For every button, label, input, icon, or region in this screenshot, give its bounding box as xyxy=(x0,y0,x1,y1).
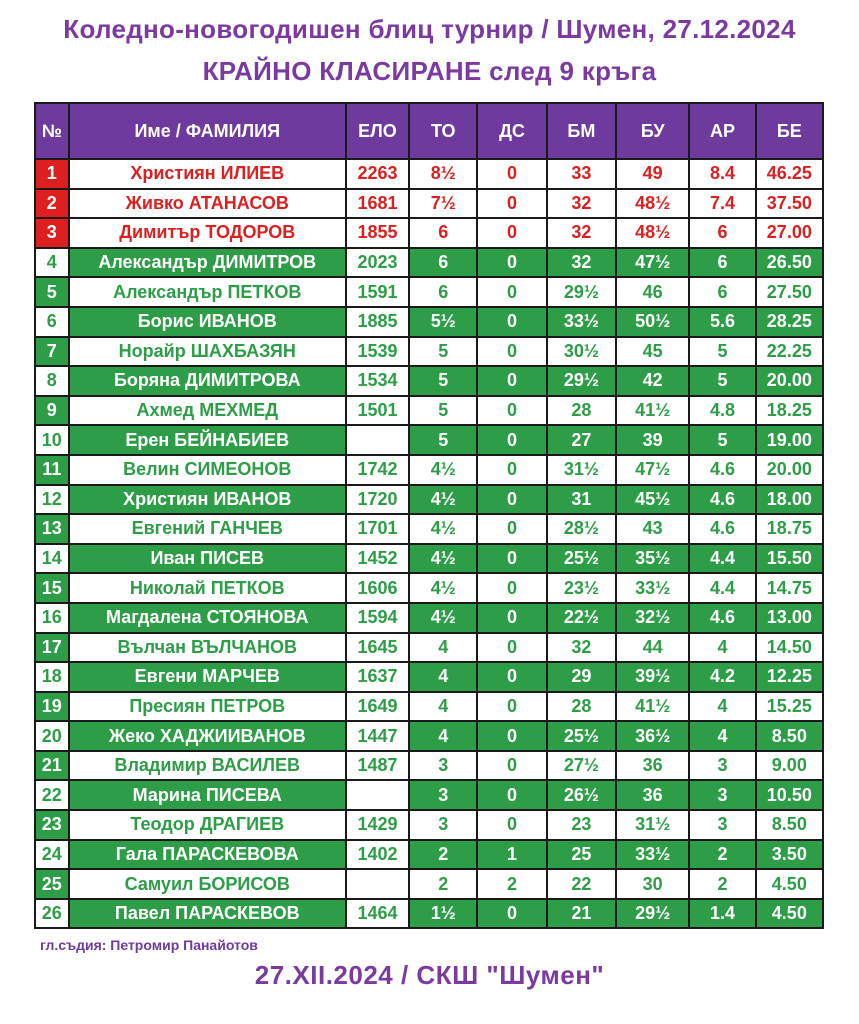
be-cell: 20.00 xyxy=(756,455,823,485)
table-row xyxy=(35,692,823,722)
ar-cell: 5 xyxy=(689,337,755,367)
ds-cell: 0 xyxy=(477,810,546,840)
elo-cell xyxy=(346,869,409,899)
player-name-cell: Живко АТАНАСОВ xyxy=(69,189,346,219)
be-cell: 46.25 xyxy=(756,159,823,189)
player-name-cell: Християн ИЛИЕВ xyxy=(69,159,346,189)
bm-cell: 22½ xyxy=(547,603,616,633)
bu-cell: 50½ xyxy=(616,307,689,337)
bm-cell: 32 xyxy=(547,189,616,219)
bu-cell: 41½ xyxy=(616,396,689,426)
bm-cell: 31½ xyxy=(547,455,616,485)
ds-cell: 0 xyxy=(477,425,546,455)
bm-cell: 29½ xyxy=(547,277,616,307)
table-row xyxy=(35,514,823,544)
be-cell: 26.50 xyxy=(756,248,823,278)
bm-cell: 31 xyxy=(547,485,616,515)
ds-cell: 0 xyxy=(477,633,546,663)
player-name-cell: Димитър ТОДОРОВ xyxy=(69,218,346,248)
points-cell: 4½ xyxy=(409,485,477,515)
elo-cell: 2263 xyxy=(346,159,409,189)
bu-cell: 45½ xyxy=(616,485,689,515)
elo-cell: 1701 xyxy=(346,514,409,544)
ar-cell: 1.4 xyxy=(689,899,755,929)
ar-cell: 4.6 xyxy=(689,514,755,544)
ds-cell: 0 xyxy=(477,337,546,367)
points-cell: 3 xyxy=(409,751,477,781)
place-cell: 12 xyxy=(35,485,69,515)
place-cell: 21 xyxy=(35,751,69,781)
place-cell: 7 xyxy=(35,337,69,367)
bu-cell: 36½ xyxy=(616,721,689,751)
bm-cell: 22 xyxy=(547,869,616,899)
be-cell: 15.25 xyxy=(756,692,823,722)
ar-cell: 3 xyxy=(689,810,755,840)
points-cell: 5 xyxy=(409,337,477,367)
bu-cell: 47½ xyxy=(616,248,689,278)
ar-cell: 4 xyxy=(689,633,755,663)
place-cell: 13 xyxy=(35,514,69,544)
ar-cell: 6 xyxy=(689,277,755,307)
bu-cell: 46 xyxy=(616,277,689,307)
points-cell: 3 xyxy=(409,810,477,840)
be-cell: 10.50 xyxy=(756,780,823,810)
header-name: Име / ФАМИЛИЯ xyxy=(69,103,346,159)
ar-cell: 4.8 xyxy=(689,396,755,426)
be-cell: 15.50 xyxy=(756,544,823,574)
bm-cell: 33 xyxy=(547,159,616,189)
elo-cell: 1591 xyxy=(346,277,409,307)
place-cell: 23 xyxy=(35,810,69,840)
ds-cell: 0 xyxy=(477,751,546,781)
bu-cell: 41½ xyxy=(616,692,689,722)
table-row xyxy=(35,189,823,219)
points-cell: 5½ xyxy=(409,307,477,337)
player-name-cell: Вълчан ВЪЛЧАНОВ xyxy=(69,633,346,663)
points-cell: 6 xyxy=(409,248,477,278)
bu-cell: 48½ xyxy=(616,218,689,248)
be-cell: 4.50 xyxy=(756,869,823,899)
player-name-cell: Павел ПАРАСКЕВОВ xyxy=(69,899,346,929)
elo-cell: 1487 xyxy=(346,751,409,781)
place-cell: 14 xyxy=(35,544,69,574)
ar-cell: 5.6 xyxy=(689,307,755,337)
be-cell: 3.50 xyxy=(756,840,823,870)
bu-cell: 33½ xyxy=(616,573,689,603)
ds-cell: 0 xyxy=(477,366,546,396)
points-cell: 5 xyxy=(409,366,477,396)
ds-cell: 0 xyxy=(477,692,546,722)
player-name-cell: Велин СИМЕОНОВ xyxy=(69,455,346,485)
be-cell: 4.50 xyxy=(756,899,823,929)
elo-cell: 1594 xyxy=(346,603,409,633)
table-row xyxy=(35,337,823,367)
elo-cell xyxy=(346,780,409,810)
header-bm: БМ xyxy=(547,103,616,159)
ds-cell: 0 xyxy=(477,307,546,337)
player-name-cell: Евгений ГАНЧЕВ xyxy=(69,514,346,544)
ds-cell: 0 xyxy=(477,514,546,544)
bu-cell: 33½ xyxy=(616,840,689,870)
place-cell: 17 xyxy=(35,633,69,663)
elo-cell: 1885 xyxy=(346,307,409,337)
points-cell: 3 xyxy=(409,780,477,810)
table-row xyxy=(35,366,823,396)
bm-cell: 28½ xyxy=(547,514,616,544)
table-row xyxy=(35,573,823,603)
elo-cell: 1501 xyxy=(346,396,409,426)
table-row xyxy=(35,277,823,307)
table-row xyxy=(35,899,823,929)
points-cell: 2 xyxy=(409,869,477,899)
table-row xyxy=(35,218,823,248)
elo-cell xyxy=(346,425,409,455)
player-name-cell: Марина ПИСЕВА xyxy=(69,780,346,810)
player-name-cell: Владимир ВАСИЛЕВ xyxy=(69,751,346,781)
table-row xyxy=(35,396,823,426)
points-cell: 2 xyxy=(409,840,477,870)
bu-cell: 44 xyxy=(616,633,689,663)
bm-cell: 21 xyxy=(547,899,616,929)
bm-cell: 25½ xyxy=(547,544,616,574)
player-name-cell: Ахмед МЕХМЕД xyxy=(69,396,346,426)
header-to: ТО xyxy=(409,103,477,159)
bm-cell: 32 xyxy=(547,248,616,278)
bu-cell: 45 xyxy=(616,337,689,367)
place-cell: 26 xyxy=(35,899,69,929)
header-bu: БУ xyxy=(616,103,689,159)
be-cell: 18.25 xyxy=(756,396,823,426)
bm-cell: 28 xyxy=(547,692,616,722)
bm-cell: 32 xyxy=(547,633,616,663)
bm-cell: 27 xyxy=(547,425,616,455)
table-row xyxy=(35,307,823,337)
table-row xyxy=(35,159,823,189)
player-name-cell: Християн ИВАНОВ xyxy=(69,485,346,515)
ds-cell: 1 xyxy=(477,840,546,870)
table-row xyxy=(35,869,823,899)
be-cell: 28.25 xyxy=(756,307,823,337)
points-cell: 4½ xyxy=(409,603,477,633)
be-cell: 9.00 xyxy=(756,751,823,781)
player-name-cell: Александър ДИМИТРОВ xyxy=(69,248,346,278)
player-name-cell: Гала ПАРАСКЕВОВА xyxy=(69,840,346,870)
standings-table xyxy=(34,102,824,929)
elo-cell: 1402 xyxy=(346,840,409,870)
ar-cell: 4.4 xyxy=(689,573,755,603)
place-cell: 24 xyxy=(35,840,69,870)
elo-cell: 1637 xyxy=(346,662,409,692)
bm-cell: 23½ xyxy=(547,573,616,603)
ar-cell: 4 xyxy=(689,721,755,751)
be-cell: 18.00 xyxy=(756,485,823,515)
bu-cell: 49 xyxy=(616,159,689,189)
player-name-cell: Евгени МАРЧЕВ xyxy=(69,662,346,692)
place-cell: 2 xyxy=(35,189,69,219)
player-name-cell: Магдалена СТОЯНОВА xyxy=(69,603,346,633)
elo-cell: 1447 xyxy=(346,721,409,751)
chief-arbiter-note: гл.съдия: Петромир Панайотов xyxy=(40,937,258,953)
place-cell: 4 xyxy=(35,248,69,278)
bu-cell: 35½ xyxy=(616,544,689,574)
player-name-cell: Пресиян ПЕТРОВ xyxy=(69,692,346,722)
place-cell: 20 xyxy=(35,721,69,751)
bm-cell: 27½ xyxy=(547,751,616,781)
standings-subtitle: КРАЙНО КЛАСИРАНЕ след 9 кръга xyxy=(202,56,657,86)
bu-cell: 47½ xyxy=(616,455,689,485)
header-no: № xyxy=(35,103,69,159)
ar-cell: 4 xyxy=(689,692,755,722)
elo-cell: 2023 xyxy=(346,248,409,278)
ar-cell: 5 xyxy=(689,366,755,396)
table-row xyxy=(35,810,823,840)
table-row xyxy=(35,633,823,663)
points-cell: 4 xyxy=(409,662,477,692)
player-name-cell: Теодор ДРАГИЕВ xyxy=(69,810,346,840)
table-row xyxy=(35,455,823,485)
ds-cell: 0 xyxy=(477,248,546,278)
ar-cell: 2 xyxy=(689,840,755,870)
ds-cell: 0 xyxy=(477,396,546,426)
ds-cell: 2 xyxy=(477,869,546,899)
bm-cell: 29½ xyxy=(547,366,616,396)
bu-cell: 42 xyxy=(616,366,689,396)
be-cell: 20.00 xyxy=(756,366,823,396)
be-cell: 8.50 xyxy=(756,721,823,751)
ar-cell: 4.4 xyxy=(689,544,755,574)
be-cell: 8.50 xyxy=(756,810,823,840)
footer-date-club: 27.XII.2024 / СКШ "Шумен" xyxy=(254,960,605,990)
points-cell: 4 xyxy=(409,633,477,663)
ar-cell: 3 xyxy=(689,780,755,810)
header-row xyxy=(35,103,823,159)
place-cell: 10 xyxy=(35,425,69,455)
be-cell: 13.00 xyxy=(756,603,823,633)
ds-cell: 0 xyxy=(477,455,546,485)
place-cell: 18 xyxy=(35,662,69,692)
ar-cell: 6 xyxy=(689,248,755,278)
place-cell: 5 xyxy=(35,277,69,307)
header-be: БЕ xyxy=(756,103,823,159)
bm-cell: 33½ xyxy=(547,307,616,337)
ar-cell: 7.4 xyxy=(689,189,755,219)
table-row xyxy=(35,603,823,633)
be-cell: 14.75 xyxy=(756,573,823,603)
place-cell: 16 xyxy=(35,603,69,633)
bm-cell: 25½ xyxy=(547,721,616,751)
table-row xyxy=(35,780,823,810)
place-cell: 6 xyxy=(35,307,69,337)
place-cell: 19 xyxy=(35,692,69,722)
player-name-cell: Борис ИВАНОВ xyxy=(69,307,346,337)
bm-cell: 30½ xyxy=(547,337,616,367)
player-name-cell: Николай ПЕТКОВ xyxy=(69,573,346,603)
ds-cell: 0 xyxy=(477,189,546,219)
bu-cell: 36 xyxy=(616,751,689,781)
table-row xyxy=(35,840,823,870)
elo-cell: 1534 xyxy=(346,366,409,396)
table-row xyxy=(35,751,823,781)
points-cell: 5 xyxy=(409,425,477,455)
ar-cell: 4.2 xyxy=(689,662,755,692)
points-cell: 5 xyxy=(409,396,477,426)
bu-cell: 30 xyxy=(616,869,689,899)
bu-cell: 39 xyxy=(616,425,689,455)
ar-cell: 3 xyxy=(689,751,755,781)
ds-cell: 0 xyxy=(477,159,546,189)
ar-cell: 4.6 xyxy=(689,455,755,485)
ds-cell: 0 xyxy=(477,544,546,574)
bu-cell: 48½ xyxy=(616,189,689,219)
place-cell: 3 xyxy=(35,218,69,248)
header-ds: ДС xyxy=(477,103,546,159)
bu-cell: 29½ xyxy=(616,899,689,929)
points-cell: 4½ xyxy=(409,573,477,603)
ds-cell: 0 xyxy=(477,603,546,633)
be-cell: 22.25 xyxy=(756,337,823,367)
table-row xyxy=(35,485,823,515)
place-cell: 9 xyxy=(35,396,69,426)
player-name-cell: Александър ПЕТКОВ xyxy=(69,277,346,307)
ar-cell: 5 xyxy=(689,425,755,455)
elo-cell: 1855 xyxy=(346,218,409,248)
player-name-cell: Ерен БЕЙНАБИЕВ xyxy=(69,425,346,455)
table-row xyxy=(35,425,823,455)
points-cell: 1½ xyxy=(409,899,477,929)
points-cell: 4½ xyxy=(409,544,477,574)
elo-cell: 1645 xyxy=(346,633,409,663)
be-cell: 18.75 xyxy=(756,514,823,544)
ds-cell: 0 xyxy=(477,899,546,929)
bm-cell: 23 xyxy=(547,810,616,840)
header-ar: АР xyxy=(689,103,755,159)
points-cell: 4 xyxy=(409,721,477,751)
player-name-cell: Жеко ХАДЖИИВАНОВ xyxy=(69,721,346,751)
bu-cell: 36 xyxy=(616,780,689,810)
tournament-title: Коледно-новогодишен блиц турнир / Шумен, 27.12.2024 xyxy=(63,14,796,44)
elo-cell: 1681 xyxy=(346,189,409,219)
bm-cell: 32 xyxy=(547,218,616,248)
ds-cell: 0 xyxy=(477,662,546,692)
bu-cell: 32½ xyxy=(616,603,689,633)
points-cell: 4½ xyxy=(409,455,477,485)
bm-cell: 25 xyxy=(547,840,616,870)
table-row xyxy=(35,544,823,574)
elo-cell: 1606 xyxy=(346,573,409,603)
elo-cell: 1452 xyxy=(346,544,409,574)
points-cell: 6 xyxy=(409,218,477,248)
player-name-cell: Самуил БОРИСОВ xyxy=(69,869,346,899)
ds-cell: 0 xyxy=(477,485,546,515)
elo-cell: 1649 xyxy=(346,692,409,722)
ds-cell: 0 xyxy=(477,780,546,810)
elo-cell: 1539 xyxy=(346,337,409,367)
place-cell: 8 xyxy=(35,366,69,396)
ar-cell: 4.6 xyxy=(689,485,755,515)
be-cell: 12.25 xyxy=(756,662,823,692)
points-cell: 4½ xyxy=(409,514,477,544)
place-cell: 1 xyxy=(35,159,69,189)
player-name-cell: Иван ПИСЕВ xyxy=(69,544,346,574)
player-name-cell: Боряна ДИМИТРОВА xyxy=(69,366,346,396)
bu-cell: 43 xyxy=(616,514,689,544)
elo-cell: 1742 xyxy=(346,455,409,485)
be-cell: 27.00 xyxy=(756,218,823,248)
ds-cell: 0 xyxy=(477,218,546,248)
bu-cell: 39½ xyxy=(616,662,689,692)
points-cell: 6 xyxy=(409,277,477,307)
ar-cell: 2 xyxy=(689,869,755,899)
table-row xyxy=(35,721,823,751)
ds-cell: 0 xyxy=(477,277,546,307)
be-cell: 19.00 xyxy=(756,425,823,455)
ds-cell: 0 xyxy=(477,573,546,603)
be-cell: 27.50 xyxy=(756,277,823,307)
bm-cell: 29 xyxy=(547,662,616,692)
bm-cell: 26½ xyxy=(547,780,616,810)
place-cell: 11 xyxy=(35,455,69,485)
bm-cell: 28 xyxy=(547,396,616,426)
table-row xyxy=(35,248,823,278)
header-elo: ЕЛО xyxy=(346,103,409,159)
place-cell: 22 xyxy=(35,780,69,810)
elo-cell: 1464 xyxy=(346,899,409,929)
ds-cell: 0 xyxy=(477,721,546,751)
ar-cell: 8.4 xyxy=(689,159,755,189)
points-cell: 8½ xyxy=(409,159,477,189)
points-cell: 4 xyxy=(409,692,477,722)
ar-cell: 6 xyxy=(689,218,755,248)
be-cell: 37.50 xyxy=(756,189,823,219)
ar-cell: 4.6 xyxy=(689,603,755,633)
table-row xyxy=(35,662,823,692)
elo-cell: 1429 xyxy=(346,810,409,840)
elo-cell: 1720 xyxy=(346,485,409,515)
bu-cell: 31½ xyxy=(616,810,689,840)
be-cell: 14.50 xyxy=(756,633,823,663)
place-cell: 25 xyxy=(35,869,69,899)
points-cell: 7½ xyxy=(409,189,477,219)
player-name-cell: Норайр ШАХБАЗЯН xyxy=(69,337,346,367)
place-cell: 15 xyxy=(35,573,69,603)
